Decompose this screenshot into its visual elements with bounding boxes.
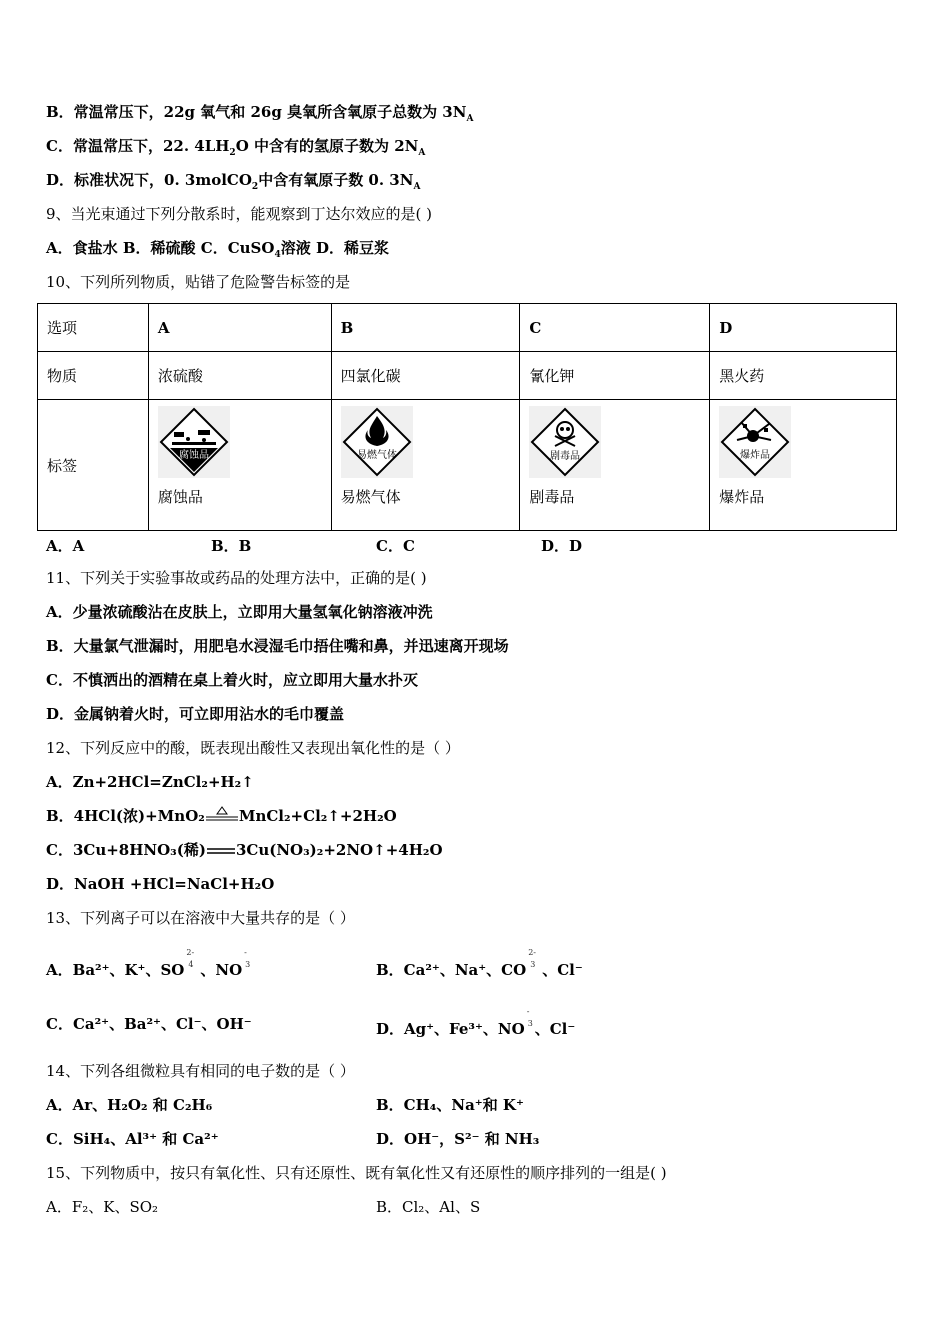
table-cell: 物质 — [38, 352, 149, 400]
nitrate-charge — [242, 948, 252, 975]
q8-option-d-sub2: A — [413, 182, 421, 192]
q10-option-d: D．D — [541, 537, 583, 555]
q14-option-a: A．Ar、H₂O₂ 和 C₂H₆ — [46, 1096, 213, 1114]
q13-d-sup: - — [526, 1007, 530, 1016]
q8-option-d-pre: D．标准状况下，0. 3molCO — [46, 171, 252, 189]
q9-stem-text: 9、当光束通过下列分散系时，能观察到丁达尔效应的是( ) — [46, 205, 433, 223]
q8-option-c-sub2: A — [418, 148, 426, 158]
q9-options-post: 溶液 D．稀豆浆 — [280, 239, 389, 257]
q13-option-b-tail: 、Cl⁻ — [542, 961, 583, 979]
tag-name-a: 腐蚀品 — [157, 488, 203, 506]
table-cell — [520, 400, 710, 531]
q12-option-c-right: 3Cu(NO₃)₂+2NO↑+4H₂O — [235, 841, 443, 859]
q12-option-b-right: MnCl₂+Cl₂↑+2H₂O — [238, 807, 397, 825]
table-cell: A — [148, 304, 331, 352]
q12-stem — [46, 738, 460, 758]
table-cell: B — [331, 304, 520, 352]
q15-option-b: B．Cl₂、Al、S — [376, 1198, 481, 1216]
table-cell — [38, 400, 149, 531]
q13-a-sup2: - — [244, 948, 247, 957]
q13-b-sub: 3 — [530, 960, 536, 969]
carbonate-charge — [526, 948, 542, 975]
q13-option-a — [46, 948, 252, 980]
q13-option-d-text: D．Ag⁺、Fe³⁺、NO — [376, 1020, 525, 1038]
q8-option-c-sub1: 2 — [229, 148, 236, 158]
q13-option-c: C．Ca²⁺、Ba²⁺、Cl⁻、OH⁻ — [46, 1015, 252, 1033]
q12-option-b-left: B．4HCl(浓)+MnO₂ — [46, 807, 205, 825]
tag-name-b: 易燃气体 — [340, 488, 401, 506]
q8-option-c-pre: C．常温常压下，22. 4LH — [46, 137, 230, 155]
q11-option-b: B．大量氯气泄漏时，用肥皂水浸湿毛巾捂住嘴和鼻，并迅速离开现场 — [46, 637, 509, 655]
table-cell — [148, 400, 331, 531]
q11-stem — [46, 568, 427, 588]
tag-label: 标签 — [47, 456, 78, 475]
q9-options — [46, 238, 389, 258]
toxic-icon — [529, 406, 601, 478]
explosive-icon — [719, 406, 791, 478]
q8-option-d-mid: 中含有氧原子数 0. 3N — [258, 171, 414, 189]
table-cell: 黑火药 — [710, 352, 897, 400]
table-cell — [710, 400, 897, 531]
q9-options-pre: A．食盐水 B．稀硫酸 C．CuSO — [46, 239, 275, 257]
nitrate-charge-d — [525, 1007, 535, 1034]
q11-stem-text: 11、下列关于实验事故或药品的处理方法中，正确的是( ) — [46, 569, 427, 587]
q14-option-b: B．CH₄、Na⁺和 K⁺ — [376, 1096, 524, 1114]
q12-option-a: A．Zn+2HCl=ZnCl₂+H₂↑ — [46, 773, 254, 791]
table-row — [38, 400, 897, 531]
q10-option-c: C．C — [376, 537, 415, 555]
q8-option-b — [46, 102, 473, 122]
q15-option-a: A．F₂、K、SO₂ — [46, 1198, 159, 1216]
table-cell — [331, 400, 520, 531]
explosive-icon-text: 爆炸品 — [740, 450, 771, 461]
corrosive-icon-text: 腐蚀品 — [178, 450, 209, 461]
q9-options-sub: 4 — [274, 250, 281, 260]
q13-option-a-text: A．Ba²⁺、K⁺、SO — [46, 961, 185, 979]
q13-b-sup: 2- — [528, 948, 536, 957]
q12-option-d: D．NaOH +HCl=NaCl+H₂O — [46, 875, 275, 893]
q11-option-a: A．少量浓硫酸沾在皮肤上，立即用大量氢氧化钠溶液冲洗 — [46, 603, 433, 621]
q8-option-c — [46, 136, 425, 156]
q13-option-d — [376, 1007, 576, 1039]
table-cell: 选项 — [38, 304, 149, 352]
sulfate-charge — [184, 948, 200, 975]
q8-option-b-text: B．常温常压下，22g 氧气和 26g 臭氧所含氧原子总数为 3N — [46, 103, 467, 121]
q13-option-b — [376, 948, 583, 980]
q14-stem — [46, 1061, 355, 1081]
q15-stem-text: 15、下列物质中，按只有氧化性、只有还原性、既有氧化性又有还原性的顺序排列的一组是( ) — [46, 1164, 667, 1182]
q14-stem-text: 14、下列各组微粒具有相同的电子数的是（ ） — [46, 1062, 355, 1080]
q10-option-a: A．A — [46, 537, 85, 555]
q13-option-d-tail: 、Cl⁻ — [534, 1020, 576, 1038]
q13-option-b-text: B．Ca²⁺、Na⁺、CO — [376, 961, 527, 979]
toxic-icon-text: 剧毒品 — [550, 451, 581, 462]
q13-a-sub1: 4 — [188, 960, 194, 969]
q8-option-d — [46, 170, 420, 190]
table-row — [38, 304, 897, 352]
tag-name-d: 爆炸品 — [719, 488, 765, 506]
table-cell: 氰化钾 — [520, 352, 710, 400]
q9-stem — [46, 204, 432, 224]
table-cell: 浓硫酸 — [148, 352, 331, 400]
corrosive-icon — [158, 406, 230, 478]
q13-option-a-tail: 、NO — [200, 961, 243, 979]
q12-option-c-left: C．3Cu+8HNO₃(稀) — [46, 841, 206, 859]
table-cell: D — [710, 304, 897, 352]
q15-stem — [46, 1163, 667, 1183]
table-cell: C — [520, 304, 710, 352]
q12-stem-text: 12、下列反应中的酸，既表现出酸性又表现出氧化性的是（ ） — [46, 739, 460, 757]
q13-a-sup1: 2- — [186, 948, 195, 957]
hazard-label-table — [37, 303, 897, 531]
q13-stem — [46, 908, 355, 928]
double-equals-sign — [206, 841, 236, 861]
q13-stem-text: 13、下列离子可以在溶液中大量共存的是（ ） — [46, 909, 355, 927]
q14-option-c: C．SiH₄、Al³⁺ 和 Ca²⁺ — [46, 1130, 219, 1148]
q12-option-b — [46, 806, 397, 827]
q8-option-d-sub1: 2 — [251, 182, 259, 192]
q10-stem-text: 10、下列所列物质，贴错了危险警告标签的是 — [46, 273, 351, 291]
tag-name-c: 剧毒品 — [529, 488, 575, 506]
q13-a-sub2: 3 — [245, 960, 251, 969]
q14-option-d: D．OH⁻，S²⁻ 和 NH₃ — [376, 1130, 540, 1148]
heat-equals-sign — [205, 807, 239, 827]
table-row — [38, 352, 897, 400]
q8-option-c-mid: O 中含有的氢原子数为 2N — [235, 137, 419, 155]
q11-option-d: D．金属钠着火时，可立即用沾水的毛巾覆盖 — [46, 705, 345, 723]
q12-option-c — [46, 840, 443, 861]
flammable-icon — [341, 406, 413, 478]
q13-d-sub: 3 — [527, 1019, 533, 1028]
q8-option-b-sub: A — [466, 114, 474, 124]
q10-stem — [46, 272, 350, 292]
flammable-icon-text: 易燃气体 — [356, 450, 397, 461]
q11-option-c: C．不慎洒出的酒精在桌上着火时，应立即用大量水扑灭 — [46, 671, 418, 689]
q10-option-b: B．B — [211, 537, 252, 555]
table-cell: 四氯化碳 — [331, 352, 520, 400]
